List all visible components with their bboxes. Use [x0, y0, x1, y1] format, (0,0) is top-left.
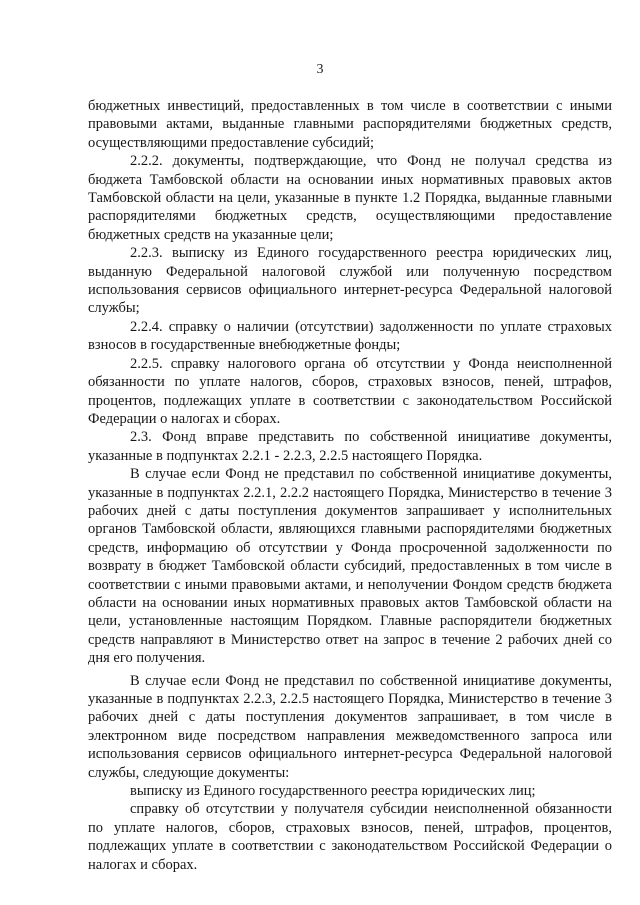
- page-number: 3: [316, 62, 324, 77]
- paragraph-list-item-1: выписку из Единого государственного реестра юридических лиц;: [130, 783, 536, 800]
- paragraph-request-2: В случае если Фонд не представил по собственной инициативе документы, указанные в подпунктах 2.2.3, 2.2.5 настоящего Порядка, Министерство в течение 3 рабочих дней с даты поступления документов запрашивает, в том числе в электронном виде посредством направления межведомственного запроса или использования сервисов официального интернет-ресурса Федеральной налоговой службы, следующие документы:: [88, 672, 612, 781]
- paragraph-2-2-4: 2.2.4. справку о наличии (отсутствии) задолженности по уплате страховых взносов в государственные внебюджетные фонды;: [88, 318, 612, 354]
- paragraph-2-3: 2.3. Фонд вправе представить по собственной инициативе документы, указанные в подпунктах 2.2.1 - 2.2.3, 2.2.5 настоящего Порядка.: [88, 429, 612, 464]
- paragraph-2-2-3: 2.2.3. выписку из Единого государственного реестра юридических лиц, выданную Федеральной налоговой службой или полученную посредством использования сервисов официального интернет-ресурса Федеральной налоговой службы;: [88, 245, 612, 317]
- paragraph-list-item-2: справку об отсутствии у получателя субсидии неисполненной обязанности по уплате налогов, сборов, страховых взносов, пеней, штрафов, процентов, подлежащих уплате в соответствии с законодательством Российской Федерации о налогах и сборах.: [88, 801, 612, 873]
- paragraph-2-2-2: 2.2.2. документы, подтверждающие, что Фонд не получал средства из бюджета Тамбовской области на основании иных нормативных правовых актов Тамбовской области на цели, указанные в пункте 1.2 Порядка, выданные главными распорядителями бюджетных средств, осуществляющими предоставление бюджетных средств на указанные цели;: [88, 153, 612, 243]
- document-body: [88, 97, 612, 874]
- paragraph-2-2-5: 2.2.5. справку налогового органа об отсутствии у Фонда неисполненной обязанности по уплате налогов, сборов, страховых взносов, пеней, штрафов, процентов, подлежащих уплате в соответствии с законодательством Российской Федерации о налогах и сборах.: [88, 355, 612, 427]
- paragraph-continuation: бюджетных инвестиций, предоставленных в том числе в соответствии с иными правовыми актами, выданные главными распорядителями бюджетных средств, осуществляющими предоставление субсидий;: [88, 98, 612, 151]
- paragraph-request-1: В случае если Фонд не представил по собственной инициативе документы, указанные в подпунктах 2.2.1, 2.2.2 настоящего Порядка, Министерство в течение 3 рабочих дней с даты поступления документов запрашивает у исполнительных органов Тамбовской области, являющихся главными распорядителями бюджетных средств, информацию об отсутствии у Фонда просроченной задолженности по возврату в бюджет Тамбовской области субсидий, предоставленных в том числе в соответствии с иными правовыми актами, и неполучении Фондом средств бюджета области на основании иных нормативных правовых актов Тамбовской области на цели, установленные настоящим Порядком. Главные распорядители бюджетных средств направляют в Министерство ответ на запрос в течение 2 рабочих дней со дня его получения.: [88, 466, 612, 667]
